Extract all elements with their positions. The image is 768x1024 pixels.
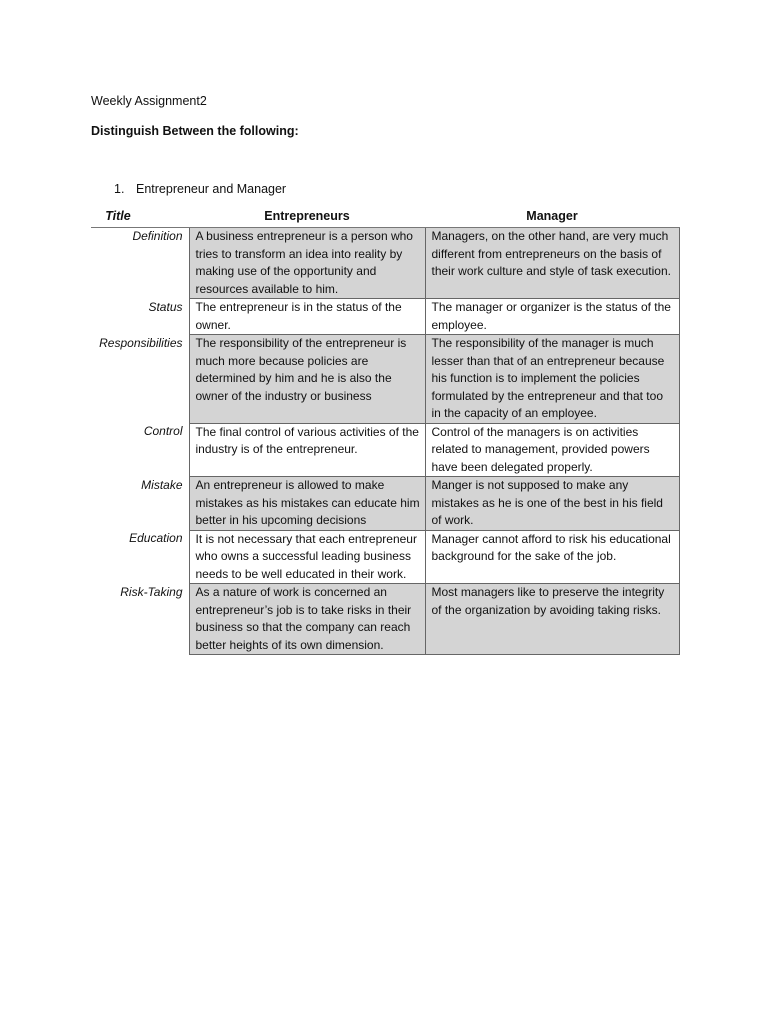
table-row bbox=[91, 477, 679, 531]
manager-cell: Manger is not supposed to make any mistakes as he is one of the best in his field of work. bbox=[425, 477, 679, 531]
entrepreneur-cell: As a nature of work is concerned an entrepreneur’s job is to take risks in their business so that the company can reach better heights of its own dimension. bbox=[189, 584, 425, 655]
table-row bbox=[91, 228, 679, 299]
column-header-entrepreneurs: Entrepreneurs bbox=[189, 208, 425, 228]
row-label-risk-taking: Risk-Taking bbox=[91, 584, 189, 655]
row-label-mistake: Mistake bbox=[91, 477, 189, 531]
table-row bbox=[91, 423, 679, 477]
manager-cell: The manager or organizer is the status of the employee. bbox=[425, 299, 679, 335]
table-row bbox=[91, 299, 679, 335]
comparison-table bbox=[91, 208, 680, 655]
document-title: Weekly Assignment2 bbox=[91, 94, 207, 108]
entrepreneur-cell: It is not necessary that each entrepreneur who owns a successful leading business needs to be well educated in their work. bbox=[189, 530, 425, 584]
table-header-row bbox=[91, 208, 679, 228]
entrepreneur-cell: The entrepreneur is in the status of the owner. bbox=[189, 299, 425, 335]
section-heading bbox=[114, 182, 286, 196]
manager-cell: Manager cannot afford to risk his educational background for the sake of the job. bbox=[425, 530, 679, 584]
table-row bbox=[91, 584, 679, 655]
manager-cell: The responsibility of the manager is much lesser than that of an entrepreneur because his function is to implement the policies formulated by the entrepreneur and that too in the capacity of an employee. bbox=[425, 335, 679, 424]
row-label-definition: Definition bbox=[91, 228, 189, 299]
row-label-responsibilities: Responsibilities bbox=[91, 335, 189, 424]
table-row bbox=[91, 530, 679, 584]
row-label-control: Control bbox=[91, 423, 189, 477]
entrepreneur-cell: The responsibility of the entrepreneur is much more because policies are determined by him and he is also the owner of the industry or business bbox=[189, 335, 425, 424]
instruction-heading: Distinguish Between the following: bbox=[91, 124, 299, 138]
manager-cell: Control of the managers is on activities related to management, provided powers have been delegated properly. bbox=[425, 423, 679, 477]
table-row bbox=[91, 335, 679, 424]
row-label-status: Status bbox=[91, 299, 189, 335]
manager-cell: Managers, on the other hand, are very much different from entrepreneurs on the basis of their work culture and style of task execution. bbox=[425, 228, 679, 299]
column-header-title: Title bbox=[91, 208, 189, 228]
entrepreneur-cell: A business entrepreneur is a person who tries to transform an idea into reality by making use of the opportunity and resources available to him. bbox=[189, 228, 425, 299]
section-title: Entrepreneur and Manager bbox=[136, 182, 287, 196]
row-label-education: Education bbox=[91, 530, 189, 584]
section-number: 1. bbox=[114, 182, 125, 196]
entrepreneur-cell: An entrepreneur is allowed to make mistakes as his mistakes can educate him better in his upcoming decisions bbox=[189, 477, 425, 531]
column-header-manager: Manager bbox=[425, 208, 679, 228]
manager-cell: Most managers like to preserve the integrity of the organization by avoiding taking risks. bbox=[425, 584, 679, 655]
entrepreneur-cell: The final control of various activities of the industry is of the entrepreneur. bbox=[189, 423, 425, 477]
